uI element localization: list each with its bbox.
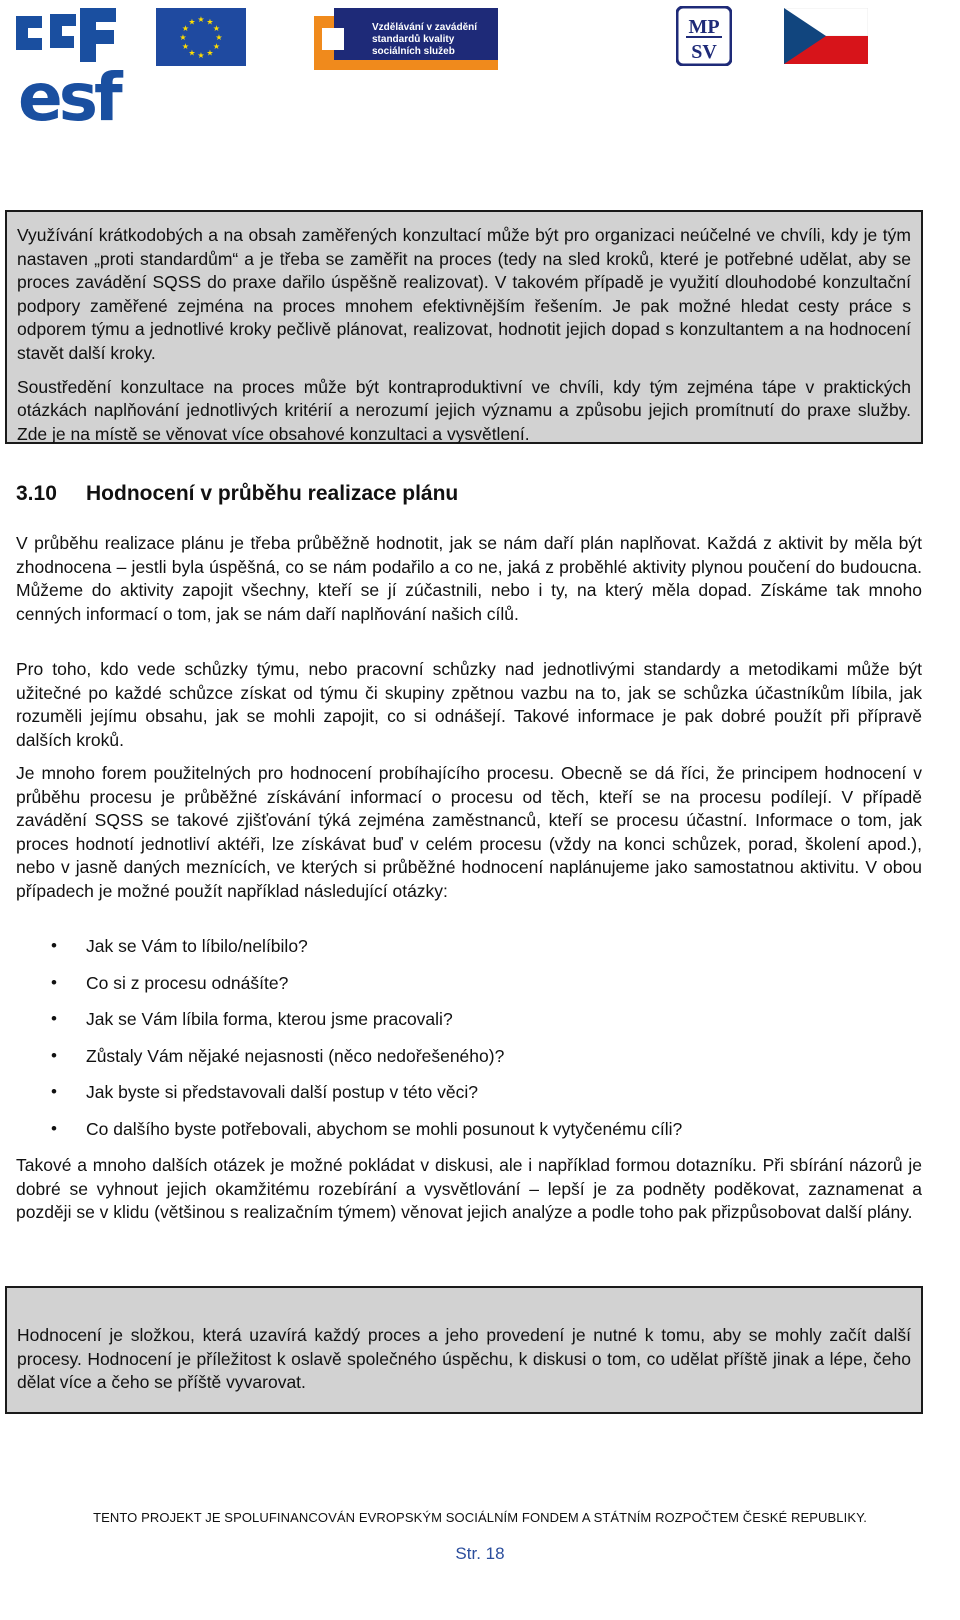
project-logo	[314, 8, 498, 70]
body-paragraph	[16, 532, 922, 626]
paragraph-text: V průběhu realizace plánu je třeba průběžně hodnotit, jak se nám daří plán naplňovat. Každá z aktivit by měla být zhodnocena – jestli byla úspěšná, co se nám podařilo a co ne, jaká z proběhlé aktivity plynou poučení do budoucna. Můžeme do aktivity zapojit všechny, kteří se jí zúčastnili, nebo i ty, na který měla dopad. Získáme tak mnoho cenných informací o tom, jak se nám daří naplňování našich cílů.	[16, 533, 922, 624]
bullet-icon: •	[51, 1082, 57, 1102]
svg-text:★: ★	[179, 33, 187, 42]
svg-text:sociálních služeb: sociálních služeb	[372, 46, 455, 57]
box-paragraph: Soustředění konzultace na proces může být kontraproduktivní ve chvíli, kdy tým zejména tápe v praktických otázkách naplňování jednotlivých kritérií a nerozumí jejich významu a způsobu jejich promítnutí do praxe služby. Zde je na místě se věnovat více obsahové konzultaci a vysvětlení.	[17, 376, 911, 444]
svg-text:Vzdělávání v zavádění: Vzdělávání v zavádění	[372, 22, 478, 33]
paragraph-text: Pro toho, kdo vede schůzky týmu, nebo pracovní schůzky nad jednotlivými standardy a metodikami může být užitečné po každé schůzce získat od týmu či skupiny zpětnou vazbu na to, jak se schůzka účastníkům líbila, jak rozuměli jejímu obsahu, jak se mohli zapojit, co si odnášejí. Takové informace je pak dobré použít při přípravě dalších kroků.	[16, 659, 922, 750]
body-paragraph	[16, 658, 922, 752]
list-item-text: Jak se Vám líbila forma, kterou jsme pracovali?	[86, 1009, 453, 1030]
list-item-text: Co dalšího byste potřebovali, abychom se mohli posunout k vytyčenému cíli?	[86, 1118, 683, 1139]
list-item-text: Jak byste si představovali další postup v této věci?	[86, 1082, 479, 1103]
header-logos	[0, 0, 960, 140]
svg-text:SV: SV	[691, 41, 717, 63]
section-number: 3.10	[16, 482, 57, 505]
page-number: Str. 18	[455, 1544, 505, 1563]
svg-text:MP: MP	[688, 16, 720, 38]
body-paragraph	[16, 762, 922, 904]
box-paragraph: Využívání krátkodobých a na obsah zaměřených konzultací může být pro organizaci neúčelné ve chvíli, kdy je tým nastaven „proti standardům“ a je třeba se zaměřit na proces (tedy na sled kroků, které je potřebné udělat, aby se proces zavádění SQSS do praxe dařilo úspěšně realizovat). V takovém případě je využití dlouhodobé konzultační podpory zaměřené zejména na proces mnohem efektivnějším řešením. Je pak možné hledat cesty práce s odporem týmu a jednotlivé kroky pečlivě plánovat, realizovat, hodnotit jejich dopad s konzultantem a na hodnocení stavět další kroky.	[17, 225, 911, 363]
eu-flag-logo	[156, 8, 246, 66]
mpsv-logo	[676, 6, 732, 66]
footer-funding-note: TENTO PROJEKT JE SPOLUFINANCOVÁN EVROPSKÝM SOCIÁLNÍM FONDEM A STÁTNÍM ROZPOČTEM ČESKÉ REPUBLIKY.	[93, 1510, 867, 1525]
paragraph-text: Je mnoho forem použitelných pro hodnocení probíhajícího procesu. Obecně se dá říci, že principem hodnocení v průběhu procesu je průběžné získávání informací o procesu od těch, kteří se na procesu podílejí. V případě zavádění SQSS se takové zjišťování týká zejména zaměstnanců, kteří se procesu účastní. Informace o tom, jak proces hodnotí jednotliví aktéři, lze získávat buď v celém procesu (vždy na konci schůzek, porad, školení apod.), nebo v jasně daných meznících, ve kterých si průběžné hodnocení naplánujeme jako samostatnou aktivitu. V obou případech je možné použít například následující otázky:	[16, 763, 922, 901]
paragraph-text: Takové a mnoho dalších otázek je možné pokládat v diskusi, ale i například formou dotazníku. Při sbírání názorů je dobré se vyhnout jejich okamžitému rozebírání a vysvětlování – lepší je za podněty poděkovat, zaznamenat a později se v klidu (většinou s realizačním týmem) věnovat jejich analýze a podle toho pak přizpůsobovat další plány.	[16, 1155, 922, 1223]
highlight-box-consultation	[5, 210, 923, 444]
body-paragraph	[16, 1154, 922, 1225]
svg-text:★: ★	[181, 24, 190, 33]
svg-text:★: ★	[188, 17, 196, 27]
bullet-icon: •	[51, 1118, 57, 1138]
svg-text:esf: esf	[18, 59, 119, 126]
svg-text:★: ★	[197, 51, 205, 60]
svg-text:★: ★	[212, 42, 221, 51]
svg-text:★: ★	[215, 33, 223, 42]
list-item	[16, 1080, 916, 1117]
list-item	[16, 1044, 916, 1081]
list-item-text: Zůstaly Vám nějaké nejasnosti (něco nedořešeného)?	[86, 1045, 505, 1066]
czech-flag-logo	[784, 8, 868, 64]
svg-text:standardů kvality: standardů kvality	[372, 34, 455, 45]
list-item	[16, 1007, 916, 1044]
esf-logo	[16, 8, 148, 126]
box-paragraph: Hodnocení je složkou, která uzavírá každý proces a jeho provedení je nutné k tomu, aby se mohly začít další procesy. Hodnocení je příležitost k oslavě společného úspěchu, k diskusi o tom, co udělat příště jinak a lépe, čeho dělat více a čeho se příště vyvarovat.	[17, 1325, 911, 1393]
svg-text:★: ★	[181, 42, 190, 51]
highlight-box-evaluation	[5, 1286, 923, 1414]
bullet-icon: •	[51, 972, 57, 992]
bullet-icon: •	[51, 936, 57, 955]
svg-text:★: ★	[212, 24, 221, 33]
bullet-icon: •	[51, 1009, 57, 1029]
list-item	[16, 934, 916, 971]
list-item	[16, 1117, 916, 1154]
svg-text:★: ★	[206, 17, 214, 27]
svg-text:★: ★	[206, 48, 214, 58]
list-item-text: Co si z procesu odnášíte?	[86, 972, 289, 993]
svg-text:★: ★	[197, 15, 205, 24]
bullet-icon: •	[51, 1045, 57, 1065]
section-heading	[16, 482, 458, 506]
section-title: Hodnocení v průběhu realizace plánu	[86, 482, 459, 505]
list-item	[16, 971, 916, 1008]
question-list	[16, 934, 916, 1154]
list-item-text: Jak se Vám to líbilo/nelíbilo?	[86, 936, 308, 956]
svg-text:★: ★	[188, 48, 196, 58]
